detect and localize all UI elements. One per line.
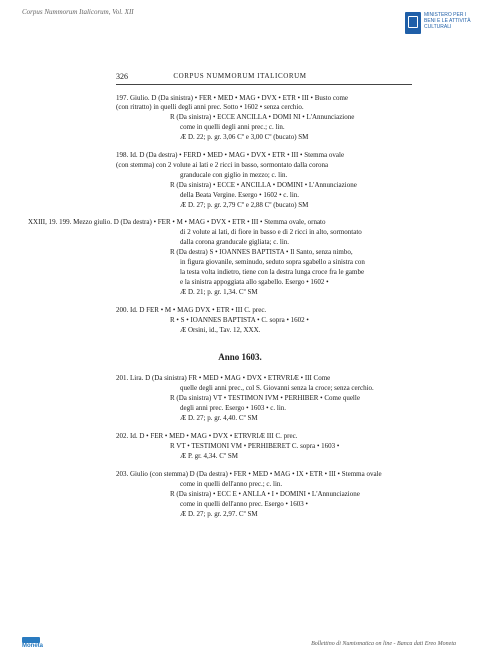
moneta-logo-icon — [22, 637, 42, 651]
ministry-logo-text: MINISTERO PER I BENI E LE ATTIVITÀ CULTURALI — [424, 12, 471, 30]
page-number: 326 — [116, 72, 128, 81]
entry-199-line-4: R (Da destra) S • IOANNES BAPTISTA • Il Santo, senza nimbo, — [170, 248, 353, 256]
entry-199-line-8: Æ D. 21; p. gr. 1,34. Cº SM — [180, 288, 258, 296]
entry-198-line-3: granducale con giglio in mezzo; c. lin. — [180, 171, 288, 179]
entry-201-line-3: R (Da sinistra) VT • TESTIMON IVM • PERHIBER • Come quelle — [170, 394, 360, 402]
entry-197-line-3: R (Da sinistra) • ECCE ANCILLA • DOMI NI • L'Annunciazione — [170, 113, 355, 121]
entry-201-line-4: degli anni prec. Esergo • 1603 • c. lin. — [180, 404, 287, 412]
running-title: CORPUS NUMMORUM ITALICORUM — [173, 72, 307, 80]
footer-text: Bollettino di Numismatica on line - Banca dati Ereo Moneta — [311, 641, 456, 647]
entry-199-line-6: la testa volta indietro, tiene con la destra lunga croce fra le gambe — [180, 268, 365, 276]
entry-203-line-3: R (Da sinistra) • ECC E • ANLLA • I • DOMINI • L'Annunciazione — [170, 490, 360, 498]
entry-199-line-5: in figura giovanile, seminudo, seduto sopra sgabello a sinistra con — [180, 258, 365, 266]
entry-202-line-3: Æ P. gr. 4,34. Cº SM — [180, 452, 238, 460]
entry-197-line-1: 197. Giulio. D (Da sinistra) • FER • MED • MAG • DVX • ETR • III • Busto come — [116, 94, 348, 102]
header-rule — [116, 84, 412, 85]
entry-201-line-5: Æ D. 27; p. gr. 4,40. Cº SM — [180, 414, 258, 422]
journal-title: Corpus Nummorum Italicorum, Vol. XII — [22, 8, 134, 16]
entry-203-line-4: come in quelli dell'anno prec. Esergo • 1603 • — [180, 500, 308, 508]
entry-199-line-1: XXIII, 19. 199. Mezzo giulio. D (Da destra) • FER • M • MAG • DVX • ETR • III • Stemma ovale, ornato — [28, 218, 326, 226]
entry-197-line-2: (con ritratto) in quelli degli anni prec. Sotto • 1602 • senza cerchio. — [116, 103, 304, 111]
entry-200-line-3: Æ Orsini, id., Tav. 12, XXX. — [180, 326, 261, 334]
entry-203-line-1: 203. Giulio (con stemma) D (Da destra) • FER • MED • MAG • IX • ETR • III • Stemma ovale — [116, 470, 382, 478]
entry-202-line-1: 202. Id. D • FER • MED • MAG • DVX • ETRVRIÆ III C. prec. — [116, 432, 298, 440]
entry-197-line-5: Æ D. 22; p. gr. 3,06 Cº e 3,00 Cº (bucato) SM — [180, 133, 309, 141]
entry-203-line-5: Æ D. 27; p. gr. 2,97. Cº SM — [180, 510, 258, 518]
entry-203-line-2: come in quelli dell'anno prec.; c. lin. — [180, 480, 283, 488]
entry-198-line-1: 198. Id. D (Da destra) • FERD • MED • MAG • DVX • ETR • III • Stemma ovale — [116, 151, 345, 159]
entry-199-line-3: dalla corona granducale gigliata; c. lin. — [180, 238, 290, 246]
entry-200-line-2: R • S • IOANNES BAPTISTA • C. sopra • 1602 • — [170, 316, 309, 324]
entry-198-line-5: della Beata Vergine. Esergo • 1602 • c. lin. — [180, 191, 300, 199]
ministry-logo-icon — [405, 12, 421, 34]
entry-199-line-7: e la sinistra appoggiata allo sgabello. Esergo • 1602 • — [180, 278, 329, 286]
entry-200-line-1: 200. Id. D FER • M • MAG DVX • ETR • III C. prec. — [116, 306, 267, 314]
year-heading: Anno 1603. — [218, 352, 262, 362]
entry-198-line-6: Æ D. 27; p. gr. 2,79 Cº e 2,88 Cº (bucato) SM — [180, 201, 309, 209]
moneta-logo-text: Moneta — [22, 643, 43, 649]
entry-202-line-2: R VT • TESTIMONI VM • PERHIBERET C. sopra • 1603 • — [170, 442, 340, 450]
entry-198-line-4: R (Da sinistra) • ECCE • ANCILLA • DOMINI • L'Annunciazione — [170, 181, 357, 189]
entry-198-line-2: (con stemma) con 2 volute ai lati e 2 ricci in basso, sormontato dalla corona — [116, 161, 329, 169]
entry-197-line-4: come in quelli degli anni prec.; c. lin. — [180, 123, 285, 131]
entry-201-line-2: quelle degli anni prec., col S. Giovanni senza la croce; senza cerchio. — [180, 384, 374, 392]
entry-199-line-2: di 2 volute ai lati, di fiore in basso e di 2 ricci in alto, sormontato — [180, 228, 362, 236]
entry-201-line-1: 201. Lira. D (Da sinistra) FR • MED • MAG • DVX • ETRVRIÆ • III Come — [116, 374, 331, 382]
